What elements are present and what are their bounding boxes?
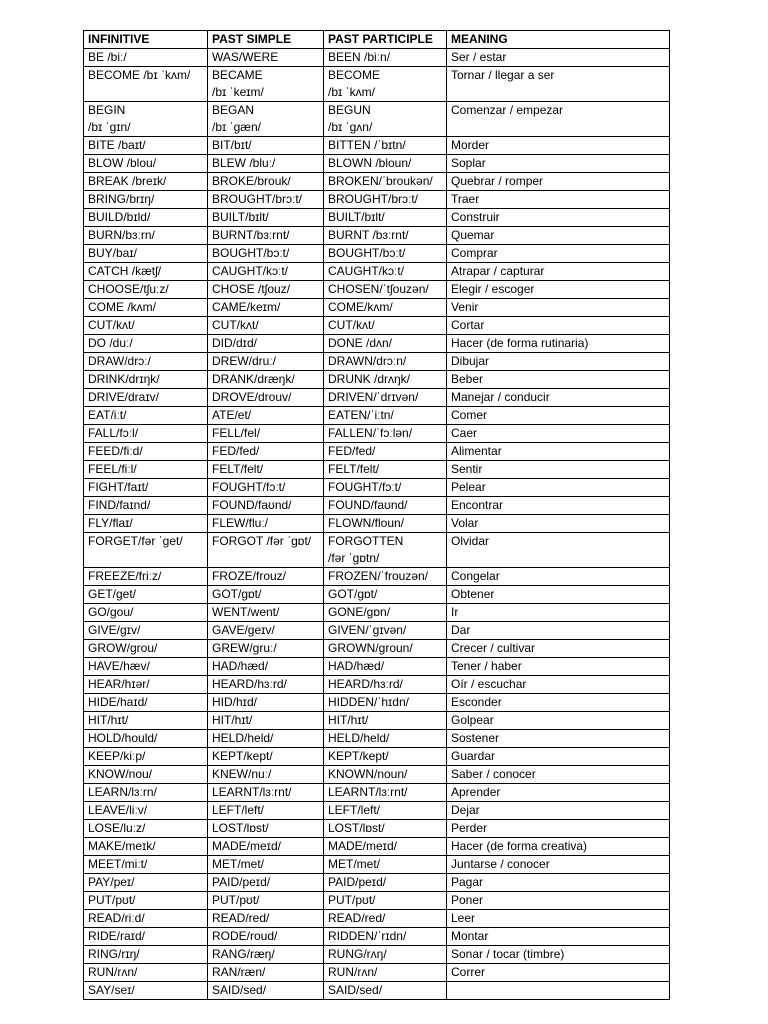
meaning-cell: Pagar [447, 874, 670, 892]
meaning-cell: Guardar [447, 748, 670, 766]
infinitive-cell: HOLD/hould/ [84, 730, 208, 748]
infinitive-cell: LEAVE/liːv/ [84, 802, 208, 820]
infinitive-cell: DO /duː/ [84, 335, 208, 353]
table-row [84, 371, 670, 389]
infinitive-cell: CATCH /kætʃ/ [84, 263, 208, 281]
meaning-cell: Ir [447, 604, 670, 622]
past-participle-cell: KEPT/kept/ [324, 748, 447, 766]
infinitive-cell: FIGHT/faɪt/ [84, 479, 208, 497]
meaning-cell: Traer [447, 191, 670, 209]
meaning-cell: Congelar [447, 568, 670, 586]
past-simple-cell: WAS/WERE [208, 49, 324, 67]
infinitive-cell: BURN/bɜːrn/ [84, 227, 208, 245]
table-row [84, 748, 670, 766]
past-simple-cell: GOT/gɒt/ [208, 586, 324, 604]
table-row [84, 155, 670, 173]
infinitive-cell: FEED/fiːd/ [84, 443, 208, 461]
table-row [84, 173, 670, 191]
past-participle-cell: EATEN/ˈiːtn/ [324, 407, 447, 425]
table-row [84, 102, 670, 137]
infinitive-cell [84, 102, 208, 137]
past-simple-cell-line: /bɪ ˈgæn/ [212, 120, 261, 134]
infinitive-cell: BLOW /blou/ [84, 155, 208, 173]
past-simple-cell: GREW/gruː/ [208, 640, 324, 658]
meaning-cell: Perder [447, 820, 670, 838]
table-row [84, 191, 670, 209]
table-row [84, 353, 670, 371]
infinitive-cell: FIND/faɪnd/ [84, 497, 208, 515]
table-row [84, 856, 670, 874]
past-participle-cell: FLOWN/floun/ [324, 515, 447, 533]
past-participle-cell: LEFT/left/ [324, 802, 447, 820]
infinitive-cell: FLY/flaɪ/ [84, 515, 208, 533]
table-row [84, 515, 670, 533]
table-row [84, 946, 670, 964]
infinitive-cell: MAKE/meɪk/ [84, 838, 208, 856]
past-simple-cell: KEPT/kept/ [208, 748, 324, 766]
past-simple-cell: CAUGHT/kɔːt/ [208, 263, 324, 281]
meaning-cell: Esconder [447, 694, 670, 712]
past-simple-cell: HEARD/hɜːrd/ [208, 676, 324, 694]
past-simple-cell: HID/hɪd/ [208, 694, 324, 712]
table-row [84, 263, 670, 281]
past-simple-cell: BROUGHT/brɔːt/ [208, 191, 324, 209]
meaning-cell: Olvidar [447, 533, 670, 568]
table-row [84, 874, 670, 892]
table-row [84, 802, 670, 820]
header-meaning: MEANING [447, 31, 670, 49]
past-simple-cell: GAVE/geɪv/ [208, 622, 324, 640]
table-row [84, 425, 670, 443]
infinitive-cell: COME /kʌm/ [84, 299, 208, 317]
past-simple-cell [208, 67, 324, 102]
table-row [84, 694, 670, 712]
past-participle-cell: SAID/sed/ [324, 982, 447, 1000]
infinitive-cell: DRINK/drɪŋk/ [84, 371, 208, 389]
infinitive-cell: HIT/hɪt/ [84, 712, 208, 730]
meaning-cell: Soplar [447, 155, 670, 173]
infinitive-cell: CHOOSE/tʃuːz/ [84, 281, 208, 299]
infinitive-cell: FALL/fɔːl/ [84, 425, 208, 443]
infinitive-cell: RING/rɪŋ/ [84, 946, 208, 964]
table-row [84, 568, 670, 586]
past-simple-cell: DID/dɪd/ [208, 335, 324, 353]
infinitive-cell: SAY/seɪ/ [84, 982, 208, 1000]
table-row [84, 443, 670, 461]
past-participle-cell: FELT/felt/ [324, 461, 447, 479]
past-participle-cell: BEEN /biːn/ [324, 49, 447, 67]
past-participle-cell: HIT/hɪt/ [324, 712, 447, 730]
infinitive-cell: BUILD/bɪld/ [84, 209, 208, 227]
meaning-cell: Elegir / escoger [447, 281, 670, 299]
infinitive-cell: HIDE/haɪd/ [84, 694, 208, 712]
table-row [84, 137, 670, 155]
past-participle-cell-line: /bɪ ˈkʌm/ [328, 85, 375, 99]
verb-table-container [83, 30, 670, 1000]
past-simple-cell: DREW/druː/ [208, 353, 324, 371]
meaning-cell: Hacer (de forma creativa) [447, 838, 670, 856]
meaning-cell: Encontrar [447, 497, 670, 515]
infinitive-cell: GET/get/ [84, 586, 208, 604]
past-participle-cell-line: FORGOTTEN [328, 534, 404, 548]
past-participle-cell: MADE/meɪd/ [324, 838, 447, 856]
infinitive-cell: BRING/brɪŋ/ [84, 191, 208, 209]
irregular-verbs-table [83, 30, 670, 1000]
meaning-cell: Juntarse / conocer [447, 856, 670, 874]
past-simple-cell: FROZE/frouz/ [208, 568, 324, 586]
past-participle-cell: BROUGHT/brɔːt/ [324, 191, 447, 209]
infinitive-cell: CUT/kʌt/ [84, 317, 208, 335]
past-simple-cell: CHOSE /tʃouz/ [208, 281, 324, 299]
header-past-participle: PAST PARTICIPLE [324, 31, 447, 49]
meaning-cell: Alimentar [447, 443, 670, 461]
past-simple-cell: PUT/pʊt/ [208, 892, 324, 910]
table-row [84, 784, 670, 802]
infinitive-cell: FORGET/fər ˈget/ [84, 533, 208, 568]
table-row [84, 766, 670, 784]
table-row [84, 461, 670, 479]
infinitive-cell: READ/riːd/ [84, 910, 208, 928]
past-participle-cell: BROKEN/ˈbroukən/ [324, 173, 447, 191]
past-participle-cell-line: /fər ˈgɒtn/ [328, 551, 380, 565]
infinitive-cell: BECOME /bɪ ˈkʌm/ [84, 67, 208, 102]
table-row [84, 964, 670, 982]
past-participle-cell: DRUNK /drʌŋk/ [324, 371, 447, 389]
meaning-cell: Comenzar / empezar [447, 102, 670, 137]
past-participle-cell: FOUGHT/fɔːt/ [324, 479, 447, 497]
table-row [84, 982, 670, 1000]
past-simple-cell [208, 102, 324, 137]
meaning-cell: Quebrar / romper [447, 173, 670, 191]
infinitive-cell: MEET/miːt/ [84, 856, 208, 874]
past-simple-cell-line: BECAME [212, 68, 263, 82]
table-row [84, 533, 670, 568]
meaning-cell: Dar [447, 622, 670, 640]
table-row [84, 892, 670, 910]
table-row [84, 281, 670, 299]
infinitive-cell: BITE /baɪt/ [84, 137, 208, 155]
table-row [84, 227, 670, 245]
meaning-cell: Comprar [447, 245, 670, 263]
meaning-cell: Beber [447, 371, 670, 389]
past-participle-cell: KNOWN/noun/ [324, 766, 447, 784]
past-participle-cell: MET/met/ [324, 856, 447, 874]
past-participle-cell: FED/fed/ [324, 443, 447, 461]
past-participle-cell: BUILT/bɪlt/ [324, 209, 447, 227]
meaning-cell: Sostener [447, 730, 670, 748]
past-simple-cell: BLEW /bluː/ [208, 155, 324, 173]
table-row [84, 67, 670, 102]
past-simple-cell: RANG/ræŋ/ [208, 946, 324, 964]
past-participle-cell: FROZEN/ˈfrouzən/ [324, 568, 447, 586]
meaning-cell: Hacer (de forma rutinaria) [447, 335, 670, 353]
table-row [84, 838, 670, 856]
past-participle-cell [324, 533, 447, 568]
table-row [84, 49, 670, 67]
table-row [84, 479, 670, 497]
meaning-cell: Comer [447, 407, 670, 425]
meaning-cell: Poner [447, 892, 670, 910]
past-simple-cell: BUILT/bɪlt/ [208, 209, 324, 227]
table-row [84, 317, 670, 335]
table-row [84, 658, 670, 676]
meaning-cell: Quemar [447, 227, 670, 245]
past-participle-cell: BLOWN /bloun/ [324, 155, 447, 173]
meaning-cell: Dejar [447, 802, 670, 820]
infinitive-cell: KEEP/kiːp/ [84, 748, 208, 766]
meaning-cell: Golpear [447, 712, 670, 730]
past-simple-cell: READ/red/ [208, 910, 324, 928]
table-row [84, 910, 670, 928]
infinitive-cell: EAT/iːt/ [84, 407, 208, 425]
past-simple-cell: ATE/et/ [208, 407, 324, 425]
table-row [84, 640, 670, 658]
infinitive-cell: PUT/pʊt/ [84, 892, 208, 910]
past-participle-cell: PAID/peɪd/ [324, 874, 447, 892]
infinitive-cell: DRIVE/draɪv/ [84, 389, 208, 407]
table-row [84, 407, 670, 425]
meaning-cell: Sentir [447, 461, 670, 479]
meaning-cell: Atrapar / capturar [447, 263, 670, 281]
meaning-cell: Montar [447, 928, 670, 946]
past-simple-cell: BIT/bɪt/ [208, 137, 324, 155]
meaning-cell: Leer [447, 910, 670, 928]
past-participle-cell: CHOSEN/ˈtʃouzən/ [324, 281, 447, 299]
infinitive-cell: BUY/baɪ/ [84, 245, 208, 263]
past-simple-cell: HELD/held/ [208, 730, 324, 748]
past-simple-cell: FLEW/fluː/ [208, 515, 324, 533]
past-participle-cell: GOT/gɒt/ [324, 586, 447, 604]
meaning-cell: Sonar / tocar (timbre) [447, 946, 670, 964]
past-participle-cell: GROWN/groun/ [324, 640, 447, 658]
infinitive-cell: BE /biː/ [84, 49, 208, 67]
past-simple-cell: CAME/keɪm/ [208, 299, 324, 317]
past-participle-cell: GIVEN/ˈgɪvən/ [324, 622, 447, 640]
past-participle-cell-line: BECOME [328, 68, 381, 82]
infinitive-cell: DRAW/drɔː/ [84, 353, 208, 371]
meaning-cell: Venir [447, 299, 670, 317]
meaning-cell: Ser / estar [447, 49, 670, 67]
table-row [84, 299, 670, 317]
table-row [84, 604, 670, 622]
infinitive-cell-line: BEGIN [88, 103, 126, 117]
past-simple-cell: FELT/felt/ [208, 461, 324, 479]
meaning-cell: Volar [447, 515, 670, 533]
past-participle-cell [324, 102, 447, 137]
past-simple-cell: LEARNT/lɜːrnt/ [208, 784, 324, 802]
infinitive-cell: GIVE/gɪv/ [84, 622, 208, 640]
infinitive-cell-line: /bɪ ˈgɪn/ [88, 120, 131, 134]
table-row [84, 820, 670, 838]
past-participle-cell: GONE/gɒn/ [324, 604, 447, 622]
past-simple-cell: LOST/lɒst/ [208, 820, 324, 838]
past-simple-cell: FED/fed/ [208, 443, 324, 461]
table-row [84, 245, 670, 263]
meaning-cell: Correr [447, 964, 670, 982]
past-participle-cell: DRIVEN/ˈdrɪvən/ [324, 389, 447, 407]
table-row [84, 676, 670, 694]
meaning-cell: Pelear [447, 479, 670, 497]
past-participle-cell: DRAWN/drɔːn/ [324, 353, 447, 371]
infinitive-cell: RUN/rʌn/ [84, 964, 208, 982]
past-participle-cell: RUN/rʌn/ [324, 964, 447, 982]
meaning-cell: Morder [447, 137, 670, 155]
meaning-cell: Cortar [447, 317, 670, 335]
past-participle-cell: RIDDEN/ˈrɪdn/ [324, 928, 447, 946]
past-participle-cell: CAUGHT/kɔːt/ [324, 263, 447, 281]
past-simple-cell: KNEW/nuː/ [208, 766, 324, 784]
past-simple-cell: BURNT/bɜːrnt/ [208, 227, 324, 245]
meaning-cell: Oír / escuchar [447, 676, 670, 694]
infinitive-cell: HAVE/hæv/ [84, 658, 208, 676]
infinitive-cell: GO/gou/ [84, 604, 208, 622]
table-row [84, 928, 670, 946]
past-simple-cell: MADE/meɪd/ [208, 838, 324, 856]
past-participle-cell: COME/kʌm/ [324, 299, 447, 317]
past-participle-cell: FOUND/faʊnd/ [324, 497, 447, 515]
table-row [84, 209, 670, 227]
past-participle-cell: HELD/held/ [324, 730, 447, 748]
infinitive-cell: BREAK /breɪk/ [84, 173, 208, 191]
past-simple-cell: SAID/sed/ [208, 982, 324, 1000]
past-participle-cell: BURNT /bɜːrnt/ [324, 227, 447, 245]
header-past-simple: PAST SIMPLE [208, 31, 324, 49]
past-participle-cell: HEARD/hɜːrd/ [324, 676, 447, 694]
infinitive-cell: FREEZE/friːz/ [84, 568, 208, 586]
past-simple-cell: CUT/kʌt/ [208, 317, 324, 335]
table-row [84, 622, 670, 640]
past-simple-cell: DROVE/drouv/ [208, 389, 324, 407]
infinitive-cell: KNOW/nou/ [84, 766, 208, 784]
past-simple-cell: FOUND/faʊnd/ [208, 497, 324, 515]
past-participle-cell: PUT/pʊt/ [324, 892, 447, 910]
table-row [84, 389, 670, 407]
past-participle-cell: FALLEN/ˈfɔːlən/ [324, 425, 447, 443]
meaning-cell: Caer [447, 425, 670, 443]
infinitive-cell: HEAR/hɪər/ [84, 676, 208, 694]
past-participle-cell: CUT/kʌt/ [324, 317, 447, 335]
past-simple-cell: LEFT/left/ [208, 802, 324, 820]
past-simple-cell: MET/met/ [208, 856, 324, 874]
past-simple-cell: RODE/roud/ [208, 928, 324, 946]
meaning-cell: Manejar / conducir [447, 389, 670, 407]
past-participle-cell-line: /bɪ ˈgʌn/ [328, 120, 373, 134]
past-participle-cell: HIDDEN/ˈhɪdn/ [324, 694, 447, 712]
past-participle-cell-line: BEGUN [328, 103, 371, 117]
table-row [84, 497, 670, 515]
meaning-cell [447, 982, 670, 1000]
past-participle-cell: LEARNT/lɜːrnt/ [324, 784, 447, 802]
infinitive-cell: LOSE/luːz/ [84, 820, 208, 838]
past-participle-cell: READ/red/ [324, 910, 447, 928]
infinitive-cell: RIDE/raɪd/ [84, 928, 208, 946]
infinitive-cell: LEARN/lɜːrn/ [84, 784, 208, 802]
past-participle-cell: BITTEN /ˈbɪtn/ [324, 137, 447, 155]
meaning-cell: Crecer / cultivar [447, 640, 670, 658]
meaning-cell: Obtener [447, 586, 670, 604]
past-participle-cell: DONE /dʌn/ [324, 335, 447, 353]
past-simple-cell: FOUGHT/fɔːt/ [208, 479, 324, 497]
meaning-cell: Saber / conocer [447, 766, 670, 784]
meaning-cell: Tener / haber [447, 658, 670, 676]
past-participle-cell: BOUGHT/bɔːt/ [324, 245, 447, 263]
infinitive-cell: PAY/peɪ/ [84, 874, 208, 892]
past-simple-cell: DRANK/dræŋk/ [208, 371, 324, 389]
table-row [84, 586, 670, 604]
meaning-cell: Tornar / llegar a ser [447, 67, 670, 102]
past-participle-cell: RUNG/rʌŋ/ [324, 946, 447, 964]
past-simple-cell-line: BEGAN [212, 103, 255, 117]
past-simple-cell: BOUGHT/bɔːt/ [208, 245, 324, 263]
table-row [84, 730, 670, 748]
meaning-cell: Construir [447, 209, 670, 227]
table-row [84, 335, 670, 353]
past-simple-cell: HIT/hɪt/ [208, 712, 324, 730]
past-simple-cell-line: /bɪ ˈkeɪm/ [212, 85, 264, 99]
header-infinitive: INFINITIVE [84, 31, 208, 49]
meaning-cell: Dibujar [447, 353, 670, 371]
infinitive-cell: FEEL/fiːl/ [84, 461, 208, 479]
past-simple-cell: FORGOT /fər ˈgɒt/ [208, 533, 324, 568]
infinitive-cell: GROW/grou/ [84, 640, 208, 658]
past-simple-cell: RAN/ræn/ [208, 964, 324, 982]
past-participle-cell [324, 67, 447, 102]
header-row [84, 31, 670, 49]
meaning-cell: Aprender [447, 784, 670, 802]
past-participle-cell: HAD/hæd/ [324, 658, 447, 676]
past-simple-cell: BROKE/brouk/ [208, 173, 324, 191]
table-body [84, 49, 670, 1000]
past-simple-cell: WENT/went/ [208, 604, 324, 622]
past-simple-cell: HAD/hæd/ [208, 658, 324, 676]
table-row [84, 712, 670, 730]
past-participle-cell: LOST/lɒst/ [324, 820, 447, 838]
past-simple-cell: PAID/peɪd/ [208, 874, 324, 892]
past-simple-cell: FELL/fel/ [208, 425, 324, 443]
